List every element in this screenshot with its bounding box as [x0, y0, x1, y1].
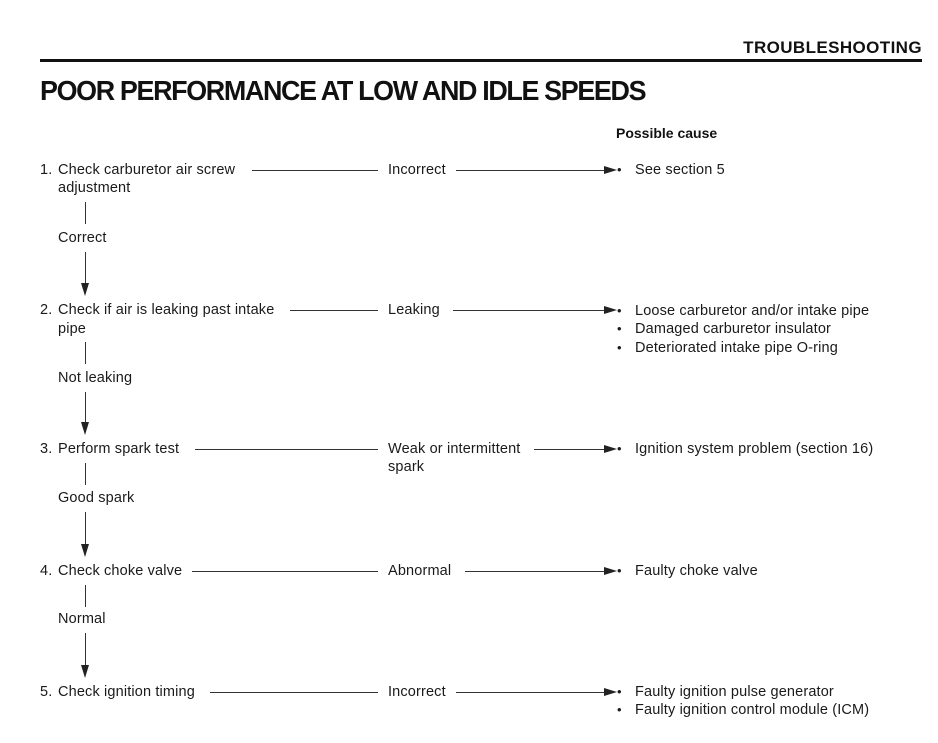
step-text-continued: pipe [58, 321, 87, 337]
step-number: 3. [40, 441, 53, 457]
arrowhead-right-icon [604, 166, 617, 174]
fail-result-label: Incorrect [388, 684, 446, 700]
fail-result-label: Weak or intermittent [388, 441, 521, 457]
arrowhead-down-icon [81, 665, 89, 678]
result-arrow-line [456, 170, 606, 171]
possible-cause-item: Deteriorated intake pipe O-ring [635, 340, 838, 356]
possible-cause-item: Faulty choke valve [635, 563, 758, 579]
arrowhead-right-icon [604, 306, 617, 314]
pass-result-label: Not leaking [58, 370, 133, 386]
step-text: Check if air is leaking past intake [58, 302, 275, 318]
step-text: Check carburetor air screw [58, 162, 236, 178]
bullet-icon: • [617, 162, 622, 177]
flow-line-down [85, 585, 86, 607]
pass-result-label: Normal [58, 611, 106, 627]
bullet-icon: • [617, 321, 622, 336]
step-number: 4. [40, 563, 53, 579]
flow-arrow-down-line [85, 633, 86, 666]
step-number: 2. [40, 302, 53, 318]
page-title: POOR PERFORMANCE AT LOW AND IDLE SPEEDS [40, 75, 646, 106]
fail-result-label: Leaking [388, 302, 440, 318]
result-arrow-line [453, 310, 606, 311]
possible-cause-item: See section 5 [635, 162, 725, 178]
arrowhead-right-icon [604, 688, 617, 696]
fail-result-label-continued: spark [388, 459, 425, 475]
pass-result-label: Good spark [58, 490, 135, 506]
step-text: Perform spark test [58, 441, 180, 457]
flow-arrow-down-line [85, 512, 86, 545]
bullet-icon: • [617, 684, 622, 699]
header-rule [40, 59, 922, 62]
flow-line-down [85, 463, 86, 485]
result-arrow-line [456, 692, 606, 693]
possible-cause-item: Damaged carburetor insulator [635, 321, 832, 337]
arrowhead-down-icon [81, 422, 89, 435]
connector-line [195, 449, 378, 450]
step-text: Check choke valve [58, 563, 183, 579]
bullet-icon: • [617, 563, 622, 578]
arrowhead-down-icon [81, 283, 89, 296]
bullet-icon: • [617, 702, 622, 717]
flow-line-down [85, 202, 86, 224]
section-header: TROUBLESHOOTING [743, 38, 922, 57]
bullet-icon: • [617, 303, 622, 318]
flow-arrow-down-line [85, 252, 86, 284]
flow-line-down [85, 342, 86, 364]
arrowhead-right-icon [604, 567, 617, 575]
pass-result-label: Correct [58, 230, 107, 246]
possible-cause-item: Faulty ignition control module (ICM) [635, 702, 870, 718]
possible-cause-item: Faulty ignition pulse generator [635, 684, 834, 700]
bullet-icon: • [617, 340, 622, 355]
possible-cause-heading: Possible cause [616, 125, 718, 141]
fail-result-label: Incorrect [388, 162, 446, 178]
step-text: Check ignition timing [58, 684, 195, 700]
step-number: 1. [40, 162, 53, 178]
step-number: 5. [40, 684, 53, 700]
possible-cause-item: Loose carburetor and/or intake pipe [635, 303, 870, 319]
flow-arrow-down-line [85, 392, 86, 423]
bullet-icon: • [617, 441, 622, 456]
connector-line [210, 692, 378, 693]
result-arrow-line [465, 571, 606, 572]
fail-result-label: Abnormal [388, 563, 452, 579]
step-text-continued: adjustment [58, 180, 131, 196]
arrowhead-down-icon [81, 544, 89, 557]
connector-line [290, 310, 378, 311]
connector-line [252, 170, 378, 171]
connector-line [192, 571, 378, 572]
arrowhead-right-icon [604, 445, 617, 453]
result-arrow-line [534, 449, 606, 450]
possible-cause-item: Ignition system problem (section 16) [635, 441, 874, 457]
